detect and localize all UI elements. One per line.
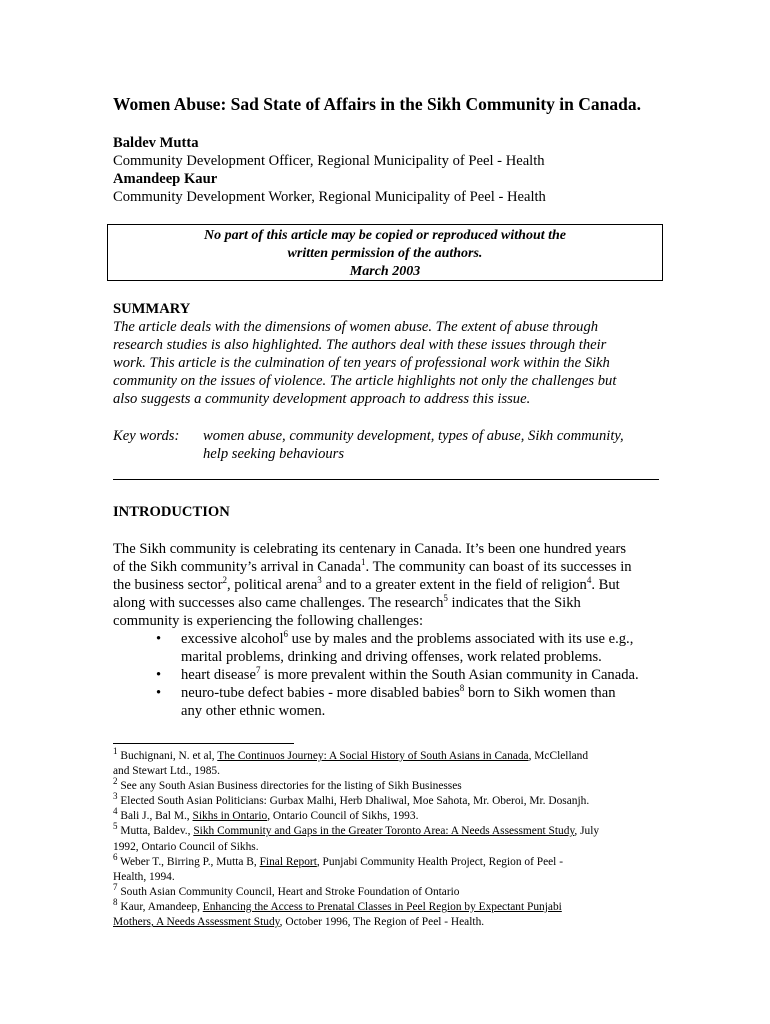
footnote-ref[interactable]: 1	[361, 557, 366, 568]
summary-line: research studies is also highlighted. The authors deal with these issues through their	[113, 337, 607, 353]
footnote: $^1$ Buchignani, N. et al, The Continuos Journey: A Social History of South Asians in Canada, McClelland	[113, 746, 589, 762]
citation-title: Sikh Community and Gaps in the Greater Toronto Area: A Needs Assessment Study	[193, 825, 575, 838]
author-name: Amandeep Kaur	[113, 171, 218, 187]
footnote-ref[interactable]: 6	[283, 629, 289, 640]
section-divider	[113, 479, 659, 480]
intro-line: of the Sikh community’s arrival in Canada$^1$. The community can boast of its successes in	[113, 557, 632, 575]
footnote-ref[interactable]: 4	[586, 575, 592, 586]
list-item: • heart disease$^7$ is more prevalent within the South Asian community in Canada.	[156, 665, 639, 683]
footnote-ref[interactable]: 2	[222, 575, 227, 586]
footnote-ref[interactable]: 3	[317, 575, 322, 586]
footnotes	[113, 746, 658, 930]
summary-text	[113, 318, 658, 408]
notice-line: written permission of the authors.	[287, 246, 483, 261]
challenges-list	[113, 630, 673, 720]
intro-line: along with successes also came challenges. The research$^5$ indicates that the Sikh	[113, 593, 581, 611]
keywords-line: help seeking behaviours	[203, 446, 345, 462]
footnote-cont: Mothers, A Needs Assessment Study, October 1996, The Region of Peel - Health.	[113, 916, 485, 929]
author-role: Community Development Officer, Regional Municipality of Peel - Health	[113, 153, 545, 169]
footnote-divider	[113, 743, 294, 744]
introduction-paragraph	[113, 540, 661, 630]
citation-title: Mothers, A Needs Assessment Study	[113, 916, 280, 929]
footnote: $^8$ Kaur, Amandeep, Enhancing the Access to Prenatal Classes in Peel Region by Expectant Punjabi	[113, 897, 562, 913]
intro-line: The Sikh community is celebrating its centenary in Canada. It’s been one hundred years	[113, 541, 627, 557]
intro-line: community is experiencing the following challenges:	[113, 613, 424, 629]
footnote-ref[interactable]: 5	[443, 593, 448, 604]
footnote-cont: and Stewart Ltd., 1985.	[113, 765, 220, 778]
intro-line: the business sector$^2$, political arena$^3$ and to a greater extent in the field of religion$^4$. But	[113, 575, 620, 593]
copyright-notice-box	[107, 224, 663, 281]
keywords-line: women abuse, community development, types of abuse, Sikh community,	[203, 428, 624, 444]
introduction-heading: INTRODUCTION	[113, 504, 230, 520]
keywords-label: Key words:	[113, 428, 180, 444]
bullet-icon: •	[156, 667, 162, 683]
article-title: Women Abuse: Sad State of Affairs in the Sikh Community in Canada.	[113, 94, 641, 114]
keywords-values	[203, 427, 624, 463]
footnote-ref[interactable]: 7	[255, 665, 261, 676]
footnote: $^2$ See any South Asian Business directories for the listing of Sikh Businesses	[113, 776, 462, 793]
footnote: $^6$ Weber T., Birring P., Mutta B, Final Report, Punjabi Community Health Project, Region of Peel -	[113, 851, 563, 868]
footnote: $^7$ South Asian Community Council, Heart and Stroke Foundation of Ontario	[113, 882, 460, 898]
summary-line: work. This article is the culmination of ten years of professional work within the Sikh	[113, 355, 610, 371]
list-item: • excessive alcohol$^6$ use by males and the problems associated with its use e.g., marital problems, drinking and driving offenses, work related problems.	[156, 629, 634, 665]
citation-title: Final Report	[259, 855, 317, 868]
author-role: Community Development Worker, Regional Municipality of Peel - Health	[113, 189, 546, 205]
summary-line: community on the issues of violence. The article highlights not only the challenges but	[113, 373, 617, 389]
author-block	[113, 134, 546, 206]
footnote: $^5$ Mutta, Baldev., Sikh Community and Gaps in the Greater Toronto Area: A Needs Assessment Study, July	[113, 821, 600, 838]
footnote: $^4$ Bali J., Bal M., Sikhs in Ontario, Ontario Council of Sikhs, 1993.	[113, 806, 419, 823]
notice-line: No part of this article may be copied or reproduced without the	[203, 228, 567, 243]
summary-line: The article deals with the dimensions of women abuse. The extent of abuse through	[113, 319, 599, 335]
footnote-cont: 1992, Ontario Council of Sikhs.	[113, 840, 259, 853]
citation-title: The Continuos Journey: A Social History of South Asians in Canada	[217, 750, 529, 762]
footnote: $^3$ Elected South Asian Politicians: Gurbax Malhi, Herb Dhaliwal, Moe Sahota, Mr. Oberoi, Mr. Dosanjh.	[113, 791, 590, 808]
notice-date: March 2003	[349, 264, 421, 279]
footnote-cont: Health, 1994.	[113, 870, 175, 883]
footnote-ref[interactable]: 8	[459, 683, 465, 694]
bullet-icon: •	[156, 685, 162, 701]
list-item: • neuro-tube defect babies - more disabled babies$^8$ born to Sikh women than any other ethnic women.	[156, 683, 616, 719]
citation-title: Sikhs in Ontario	[192, 810, 268, 823]
summary-line: also suggests a community development approach to address this issue.	[113, 391, 531, 407]
citation-title: Enhancing the Access to Prenatal Classes in Peel Region by Expectant Punjabi	[202, 900, 562, 913]
bullet-icon: •	[156, 631, 162, 647]
author-name: Baldev Mutta	[113, 135, 199, 151]
summary-heading: SUMMARY	[113, 301, 191, 317]
